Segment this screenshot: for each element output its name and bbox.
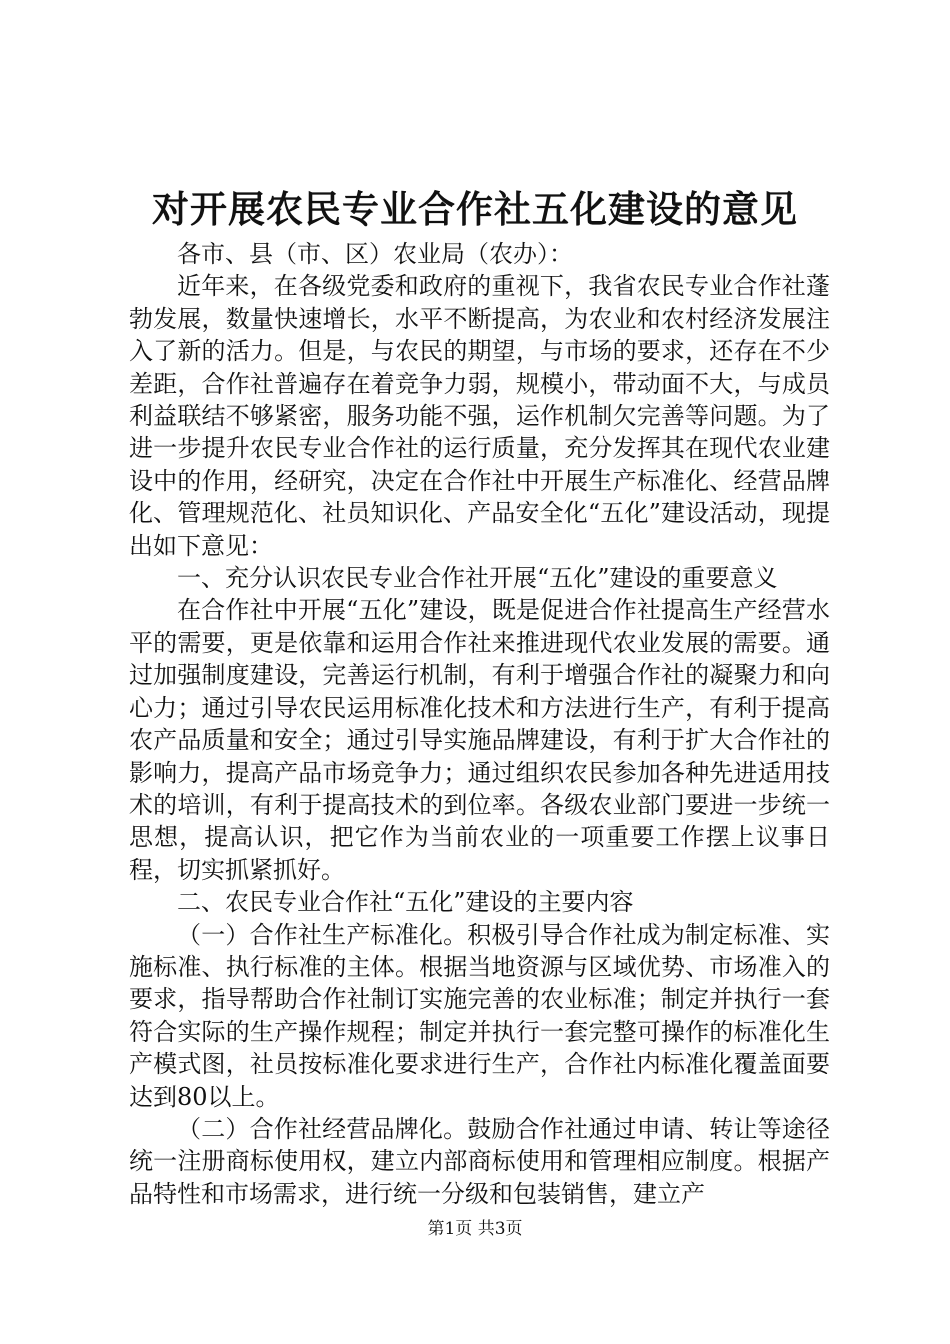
document-title: 对开展农民专业合作社五化建设的意见 [152,187,798,231]
intro-paragraph: 近年来，在各级党委和政府的重视下，我省农民专业合作社蓬勃发展，数量快速增长，水平不断提高，为农业和农村经济发展注入了新的活力。但是，与农民的期望，与市场的要求，还存在不少差距，合作社普遍存在着竞争力弱，规模小，带动面不大，与成员利益联结不够紧密，服务功能不强，运作机制欠完善等问题。为了进一步提升农民专业合作社的运行质量，充分发挥其在现代农业建设中的作用，经研究，决定在合作社中开展生产标准化、经营品牌化、管理规范化、社员知识化、产品安全化“五化”建设活动，现提出如下意见： [129,272,830,560]
section-1-paragraph: 在合作社中开展“五化”建设，既是促进合作社提高生产经营水平的需要，更是依靠和运用合作社来推进现代农业发展的需要。通过加强制度建设，完善运行机制，有利于增强合作社的凝聚力和向心力；通过引导农民运用标准化技术和方法进行生产，有利于提高农产品质量和安全；通过引导实施品牌建设，有利于扩大合作社的影响力，提高产品市场竞争力；通过组织农民参加各种先进适用技术的培训，有利于提高技术的到位率。各级农业部门要进一步统一思想，提高认识，把它作为当前农业的一项重要工作摆上议事日程，切实抓紧抓好。 [129,596,830,884]
section-heading-1: 一、充分认识农民专业合作社开展“五化”建设的重要意义 [177,564,778,593]
subsection-2-paragraph: （二）合作社经营品牌化。鼓励合作社通过申请、转让等途径统一注册商标使用权，建立内部商标使用和管理相应制度。根据产品特性和市场需求，进行统一分级和包装销售，建立产 [129,1114,830,1208]
document-body [129,238,830,1210]
subsection-1-paragraph: （一）合作社生产标准化。积极引导合作社成为制定标准、实施标准、执行标准的主体。根据当地资源与区域优势、市场准入的要求，指导帮助合作社制订实施完善的农业标准；制定并执行一套符合实际的生产操作规程；制定并执行一套完整可操作的标准化生产模式图，社员按标准化要求进行生产，合作社内标准化覆盖面要达到80以上。 [129,920,830,1111]
salutation-paragraph: 各市、县（市、区）农业局（农办）： [177,240,573,268]
section-heading-2: 二、农民专业合作社“五化”建设的主要内容 [177,888,634,917]
page-number-footer: 第1页 共3页 [427,1219,523,1239]
